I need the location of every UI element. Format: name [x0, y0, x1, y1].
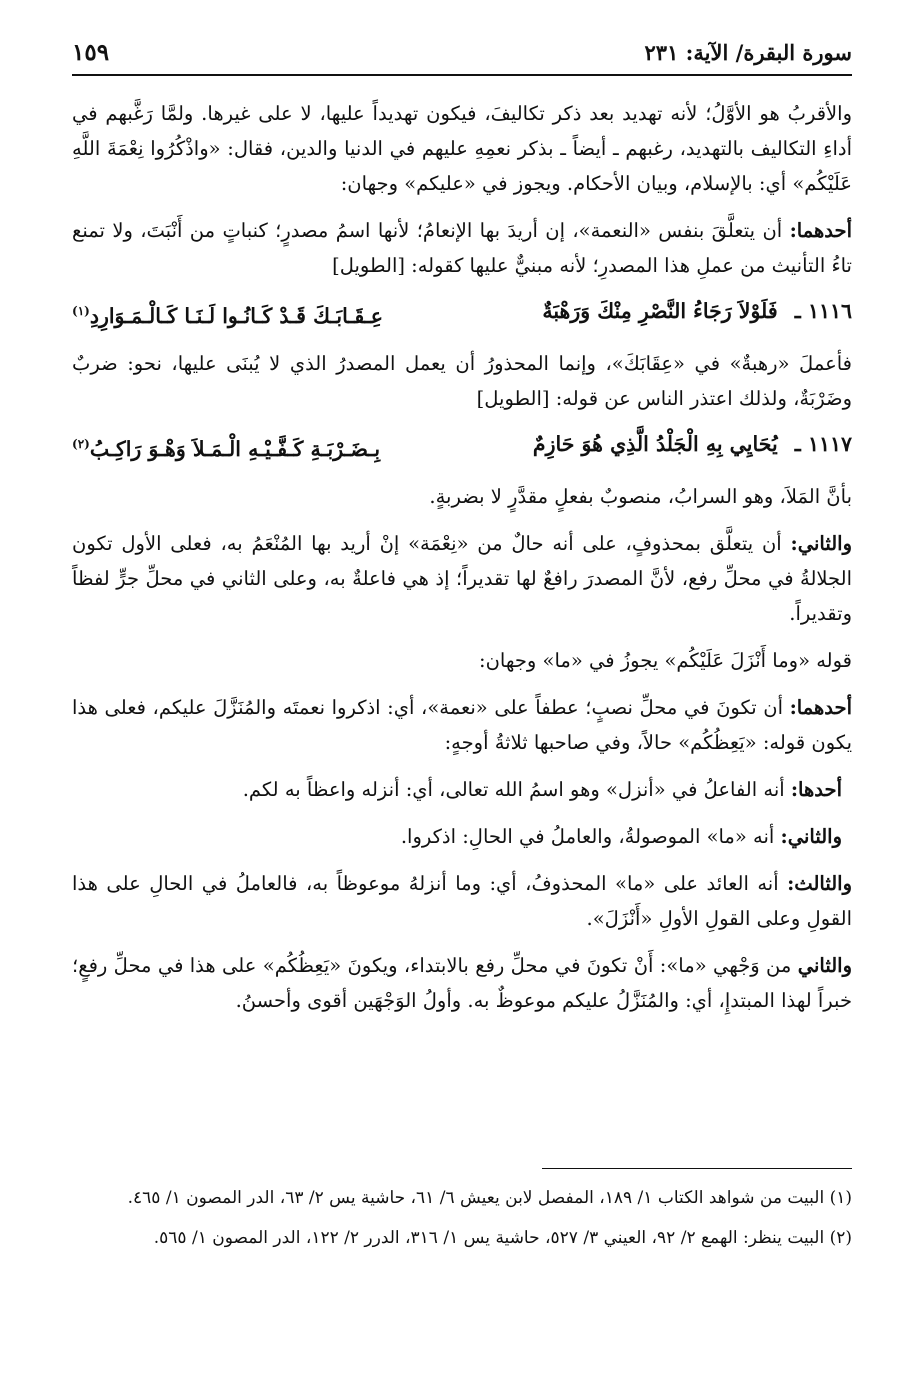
paragraph-text: أنه «ما» الموصولةُ، والعاملُ في الحالِ: اذكروا. — [400, 824, 781, 848]
footnote: (١) البيت من شواهد الكتاب ١/ ١٨٩، المفصل لابن يعيش ٦/ ٦١، حاشية يس ٢/ ٦٣، الدر المصون ١/ ٤٦٥. — [127, 1188, 852, 1208]
paragraph-lead: أحدهما: — [789, 219, 852, 242]
footnote-mark[interactable]: (١) — [72, 304, 90, 318]
paragraph: والأقربُ هو الأوَّلُ؛ لأنه تهديد بعد ذكر تكاليفَ، فيكون تهديداً عليها، لا على غيرها. ولمَّا رَغَّبهم في أداءِ التكاليف بالتهديد، رغبهم ـ أيضاً ـ بذكر نعمِهِ عليهم في الدنيا والدين، فقال: «واذْكُرُوا نِعْمَةَ اللَّهِ عَلَيْكُم» أي: بالإسلام، وبيان الأحكام. ويجوز في «عليكم» وجهان: — [72, 102, 852, 195]
paragraph-text: أن يتعلَّق بمحذوفٍ، على أنه حالٌ من «نِعْمَة» إنْ أريد بها المُنْعَمُ به، فعلى الأول تكون الجلالةُ في محلِّ رفع، لأنَّ المصدرَ رافعٌ لها تقديراً؛ إذ هي فاعلةٌ به، وعلى الثاني في محلِّ جرٍّ لفظاً وتقديراً. — [72, 531, 852, 625]
footnote-mark[interactable]: (٢) — [72, 436, 90, 451]
footnote-divider — [542, 1168, 852, 1169]
running-header — [72, 30, 852, 76]
verse-text: يُحَايِي بِهِ الْجَلْدُ الَّذِي هُوَ حَازِمٌ — [532, 431, 778, 456]
paragraph — [72, 866, 852, 936]
verse-number: ١١١٧ ـ — [794, 431, 852, 456]
paragraph-text: أنه العائد على «ما» المحذوفُ، أي: وما أنزلهُ موعوظاً به، فالعاملُ في الحالِ على هذا القولِ وعلى القولِ الأولِ «أَنْزَلَ». — [72, 871, 852, 930]
paragraph-lead: والثاني — [797, 953, 852, 977]
poetry-verse — [72, 295, 852, 332]
paragraph-lead: والثاني: — [790, 531, 852, 555]
verse-text: عِـقَـابَـكَ قَـدْ كَـانُـوا لَـنَـا كَـالْـمَـوَارِدِ — [89, 303, 383, 328]
verse-number: ١١١٦ ـ — [794, 299, 852, 323]
footnote: (٢) البيت ينظر: الهمع ٢/ ٩٢، العيني ٣/ ٥٢٧، حاشية يس ١/ ٣١٦، الدرر ٢/ ١٢٢، الدر المصون ١/ ٥٦٥. — [153, 1228, 852, 1248]
header-title: سورة البقرة/ الآية: ٢٣١ — [644, 39, 852, 65]
paragraph-text: أن تكونَ في محلِّ نصبٍ؛ عطفاً على «نعمة»، أي: اذكروا نعمتَه والمُنَزَّلَ عليكم، فعلى هذا يكون قوله: «يَعِظُكُم» حالاً، وفي صاحبها ثلاثةُ أوجهٍ: — [72, 695, 852, 754]
verse-first-hemistich — [542, 295, 852, 327]
verse-second-hemistich — [72, 428, 380, 465]
paragraph — [72, 213, 852, 283]
page — [72, 30, 852, 1030]
verse-text: بِـضَـرْبَـةِ كَـفَّـيْـهِ الْـمَـلاَ وَهْـوَ رَاكِـبُ — [89, 436, 381, 461]
paragraph-lead: والثالث: — [787, 871, 852, 895]
paragraph-lead: أحدهما: — [789, 695, 852, 719]
poetry-verse — [72, 428, 852, 465]
paragraph-text: أنه الفاعلُ في «أنزل» وهو اسمُ الله تعالى، أي: أنزله واعظاً به لكم. — [242, 777, 791, 801]
paragraph — [72, 526, 852, 631]
paragraph — [72, 772, 852, 807]
paragraph-lead: أحدها: — [790, 777, 842, 801]
main-text — [72, 96, 852, 1018]
paragraph: فأعملَ «رهبةٌ» في «عِقَابَكَ»، وإنما المحذورُ أن يعمل المصدرُ الذي لا يُبنَى عليها، نحو: ضربٌ وضَرْبَةٌ، ولذلك اعتذر الناس عن قوله: [الطويل] — [72, 351, 852, 410]
paragraph — [72, 948, 852, 1018]
verse-first-hemistich — [533, 428, 852, 460]
verse-text: فَلَوْلاَ رَجَاءُ النَّصْرِ مِنْكَ وَرَهْبَةٌ — [542, 299, 778, 323]
footnotes — [72, 1168, 852, 1263]
verse-second-hemistich — [72, 295, 383, 332]
paragraph-text: أن يتعلَّقَ بنفس «النعمة»، إن أريدَ بها الإنعامُ؛ لأنها اسمُ مصدرٍ؛ كنباتٍ من أَنْبَتَ، ولا تمنع تاءُ التأنيث من عملِ هذا المصدرِ؛ لأنه مبنيٌّ عليها كقوله: [الطويل] — [72, 219, 852, 277]
page-number: ١٥٩ — [72, 38, 110, 66]
paragraph: قوله «وما أَنْزَلَ عَلَيْكُم» يجوزُ في «ما» وجهان: — [479, 648, 852, 672]
paragraph-lead: والثاني: — [780, 824, 842, 848]
paragraph — [72, 819, 852, 854]
paragraph — [72, 690, 852, 760]
paragraph: بأنَّ المَلاَ، وهو السرابُ، منصوبٌ بفعلٍ مقدَّرٍ لا بضربةٍ. — [429, 484, 852, 508]
paragraph-text: من وَجْهي «ما»: أَنْ تكونَ في محلِّ رفع بالابتداء، ويكونَ «يَعِظُكُم» على هذا في محلِّ رفعٍ؛ خبراً لهذا المبتدإِ، أي: والمُنَزَّلُ عليكم موعوظٌ به. وأولُ الوَجْهَين أقوى وأحسنُ. — [72, 953, 852, 1012]
